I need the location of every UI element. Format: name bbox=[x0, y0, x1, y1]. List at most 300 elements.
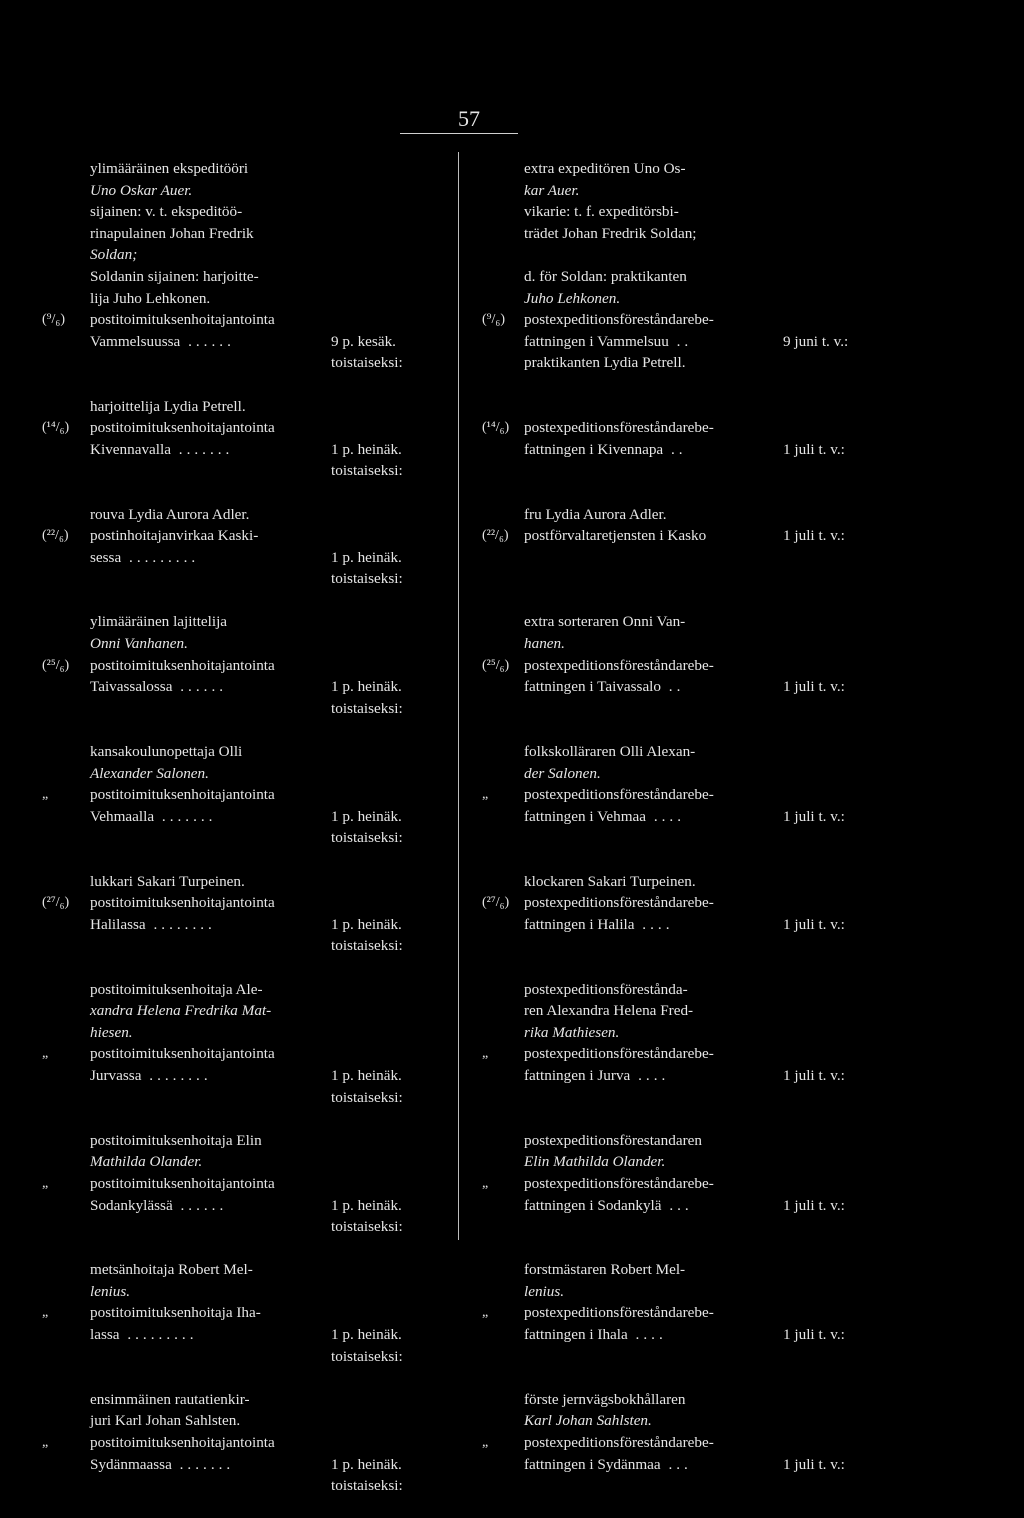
entry-text: lassa ......... bbox=[90, 1326, 198, 1344]
entry-line bbox=[482, 1130, 1012, 1152]
entry-text: ren Alexandra Helena Fred- bbox=[524, 1002, 694, 1020]
entry-line bbox=[42, 288, 462, 310]
entry-line bbox=[482, 288, 1012, 310]
entry-line bbox=[42, 979, 462, 1001]
leader-dots: .... bbox=[630, 1066, 670, 1084]
entry bbox=[42, 1259, 462, 1367]
leader-dots: .... bbox=[634, 915, 674, 933]
entry-text: Soldanin sijainen: harjoitte- bbox=[90, 267, 259, 285]
entry-line bbox=[42, 892, 462, 914]
leader-dots: ......... bbox=[119, 1326, 198, 1344]
entry-line bbox=[42, 352, 462, 374]
entry-line bbox=[482, 1346, 1012, 1368]
entry-line bbox=[482, 1173, 1012, 1195]
entry bbox=[482, 396, 1012, 482]
entry-line bbox=[42, 244, 462, 266]
entry-line bbox=[482, 439, 1012, 461]
entry-line bbox=[42, 504, 462, 526]
effective-date: toistaiseksi: bbox=[331, 570, 403, 588]
entry-line bbox=[42, 676, 462, 698]
entry-line bbox=[42, 309, 462, 331]
entry-gap bbox=[482, 849, 1012, 871]
entry-text: Onni Vanhanen. bbox=[90, 635, 188, 653]
entry-line bbox=[482, 698, 1012, 720]
date-marker: (⁹/₆) bbox=[482, 312, 505, 328]
effective-date: 1 p. heinäk. bbox=[331, 1326, 402, 1344]
entry-text: postexpeditionsföreståndarebe- bbox=[524, 419, 714, 437]
entry-line bbox=[42, 741, 462, 763]
entry-line bbox=[482, 1216, 1012, 1238]
entry-text: Soldan; bbox=[90, 246, 138, 264]
entry-line bbox=[42, 1346, 462, 1368]
date-marker: (¹⁴/₆) bbox=[482, 420, 510, 436]
entry-text: postexpeditionsföreståndarebe- bbox=[524, 311, 714, 329]
entry-text: rika Mathiesen. bbox=[524, 1023, 620, 1041]
entry bbox=[482, 611, 1012, 719]
entry-text: Sydänmaassa ....... bbox=[90, 1455, 235, 1473]
effective-date: toistaiseksi: bbox=[331, 1218, 403, 1236]
entry-line bbox=[482, 676, 1012, 698]
entry-text: fattningen i Vehmaa .... bbox=[524, 807, 686, 825]
entry-line bbox=[482, 331, 1012, 353]
entry-text: sijainen: v. t. ekspeditöö- bbox=[90, 203, 243, 221]
entry-text: Kivennavalla ....... bbox=[90, 440, 234, 458]
entry-text: postitoimituksenhoitaja Elin bbox=[90, 1131, 262, 1149]
date-marker: (⁹/₆) bbox=[42, 312, 65, 328]
entry-line bbox=[42, 1302, 462, 1324]
entry-line bbox=[482, 460, 1012, 482]
entry-line bbox=[482, 417, 1012, 439]
entry bbox=[482, 741, 1012, 849]
entry-line bbox=[42, 417, 462, 439]
entry-line bbox=[482, 935, 1012, 957]
entry-line bbox=[42, 611, 462, 633]
effective-date: 1 p. heinäk. bbox=[331, 915, 402, 933]
entry-line bbox=[482, 396, 1012, 418]
entry-line bbox=[42, 655, 462, 677]
entry-line bbox=[482, 223, 1012, 245]
entry-text: postitoimituksenhoitaja Iha- bbox=[90, 1304, 261, 1322]
entry-text: postexpeditionsföreståndarebe- bbox=[524, 1045, 714, 1063]
entry-text: Karl Johan Sahlsten. bbox=[524, 1412, 652, 1430]
entry-text: Uno Oskar Auer. bbox=[90, 181, 193, 199]
effective-date: 9 p. kesäk. bbox=[331, 332, 396, 350]
entry-text: folkskolläraren Olli Alexan- bbox=[524, 743, 696, 761]
entry-text: klockaren Sakari Turpeinen. bbox=[524, 872, 696, 890]
entry-text: postexpeditionsföreståndarebe- bbox=[524, 894, 714, 912]
entry-text: postitoimituksenhoitajantointa bbox=[90, 419, 275, 437]
entry-line bbox=[482, 1195, 1012, 1217]
effective-date: 1 juli t. v.: bbox=[783, 440, 845, 458]
entry-text: Vehmaalla ....... bbox=[90, 807, 217, 825]
entry-line bbox=[482, 1022, 1012, 1044]
entry bbox=[42, 1389, 462, 1497]
entry-gap bbox=[42, 957, 462, 979]
entry-line bbox=[482, 244, 1012, 266]
entry-text: postförvaltaretjensten i Kasko bbox=[524, 527, 707, 545]
date-marker: „ bbox=[42, 1175, 49, 1191]
entry-line bbox=[482, 1259, 1012, 1281]
entry-line bbox=[42, 1065, 462, 1087]
entry-line bbox=[42, 180, 462, 202]
entry-line bbox=[42, 1000, 462, 1022]
entry bbox=[42, 504, 462, 590]
entry-text: Alexander Salonen. bbox=[90, 764, 209, 782]
entry-text: Taivassalossa ...... bbox=[90, 678, 228, 696]
top-rule bbox=[400, 133, 518, 134]
entry-text: vikarie: t. f. expeditörsbi- bbox=[524, 203, 679, 221]
entry-gap bbox=[482, 374, 1012, 396]
entry-line bbox=[42, 396, 462, 418]
entry-text: kar Auer. bbox=[524, 181, 580, 199]
entry-text: Sodankylässä ...... bbox=[90, 1196, 228, 1214]
entry-gap bbox=[42, 1367, 462, 1389]
entry bbox=[42, 871, 462, 957]
entry-text: Mathilda Olander. bbox=[90, 1153, 203, 1171]
entry-line bbox=[482, 784, 1012, 806]
entry-line bbox=[42, 158, 462, 180]
entry-text: postexpeditionsföreståndarebe- bbox=[524, 1434, 714, 1452]
entry-text: lenius. bbox=[90, 1282, 131, 1300]
effective-date: 1 juli t. v.: bbox=[783, 1326, 845, 1344]
entry-line bbox=[42, 568, 462, 590]
leader-dots: ....... bbox=[170, 440, 234, 458]
entry-line bbox=[482, 611, 1012, 633]
leader-dots: .. bbox=[661, 678, 685, 696]
entry-line bbox=[482, 1432, 1012, 1454]
entry-line bbox=[42, 1216, 462, 1238]
entry-text: fattningen i Taivassalo .. bbox=[524, 678, 685, 696]
entry-gap bbox=[482, 719, 1012, 741]
finnish-column bbox=[42, 158, 462, 1518]
date-marker: „ bbox=[482, 1175, 489, 1191]
entry-line bbox=[482, 525, 1012, 547]
entry-text: harjoittelija Lydia Petrell. bbox=[90, 397, 246, 415]
entry-line bbox=[482, 806, 1012, 828]
date-marker: „ bbox=[42, 1046, 49, 1062]
entry-line bbox=[42, 827, 462, 849]
effective-date: 1 p. heinäk. bbox=[331, 440, 402, 458]
entry-line bbox=[42, 1324, 462, 1346]
entry-line bbox=[482, 1065, 1012, 1087]
entry-gap bbox=[42, 482, 462, 504]
entry-line bbox=[482, 1043, 1012, 1065]
entry-line bbox=[482, 158, 1012, 180]
entry-gap bbox=[42, 1108, 462, 1130]
entry-line bbox=[42, 698, 462, 720]
entry-text: der Salonen. bbox=[524, 764, 601, 782]
effective-date: toistaiseksi: bbox=[331, 937, 403, 955]
entry-line bbox=[42, 1475, 462, 1497]
date-marker: (²⁷/₆) bbox=[482, 895, 510, 911]
effective-date: 1 p. heinäk. bbox=[331, 1196, 402, 1214]
date-marker: (²²/₆) bbox=[482, 528, 509, 544]
entry-line bbox=[482, 1410, 1012, 1432]
entry bbox=[482, 871, 1012, 957]
entry-gap bbox=[482, 1108, 1012, 1130]
entry-line bbox=[42, 460, 462, 482]
entry-line bbox=[42, 266, 462, 288]
entry-gap bbox=[42, 1238, 462, 1260]
entry-line bbox=[42, 1130, 462, 1152]
entry-gap bbox=[42, 590, 462, 612]
entry bbox=[42, 979, 462, 1109]
entry-line bbox=[42, 201, 462, 223]
entry-text: fattningen i Sodankylä ... bbox=[524, 1196, 693, 1214]
entry-gap bbox=[42, 1497, 462, 1518]
entry-line bbox=[482, 741, 1012, 763]
entry-gap bbox=[482, 590, 1012, 612]
effective-date: toistaiseksi: bbox=[331, 1347, 403, 1365]
entry-text: kansakoulunopettaja Olli bbox=[90, 743, 243, 761]
date-marker: „ bbox=[42, 787, 49, 803]
entry-gap bbox=[42, 849, 462, 871]
entry-text: trädet Johan Fredrik Soldan; bbox=[524, 224, 697, 242]
entry bbox=[482, 1259, 1012, 1367]
entry-line bbox=[482, 266, 1012, 288]
entry-line bbox=[482, 1000, 1012, 1022]
date-marker: „ bbox=[482, 1305, 489, 1321]
date-marker: „ bbox=[482, 1435, 489, 1451]
entry-line bbox=[42, 914, 462, 936]
entry-line bbox=[42, 223, 462, 245]
effective-date: 1 juli t. v.: bbox=[783, 678, 845, 696]
entry-line bbox=[482, 633, 1012, 655]
entry-text: fattningen i Vammelsuu .. bbox=[524, 332, 693, 350]
entry-gap bbox=[42, 719, 462, 741]
entry-line bbox=[42, 1173, 462, 1195]
entry-line bbox=[42, 1410, 462, 1432]
effective-date: toistaiseksi: bbox=[331, 354, 403, 372]
leader-dots: ......... bbox=[121, 548, 200, 566]
entry-text: Jurvassa ........ bbox=[90, 1066, 212, 1084]
effective-date: 1 p. heinäk. bbox=[331, 807, 402, 825]
entry-line bbox=[42, 633, 462, 655]
leader-dots: ........ bbox=[145, 915, 216, 933]
entry bbox=[42, 611, 462, 719]
entry-text: postitoimituksenhoitajantointa bbox=[90, 1174, 275, 1192]
entry-text: ylimääräinen ekspeditööri bbox=[90, 160, 249, 177]
leader-dots: ...... bbox=[180, 332, 235, 350]
leader-dots: .... bbox=[646, 807, 686, 825]
entry bbox=[482, 1130, 1012, 1238]
entry-gap bbox=[482, 1238, 1012, 1260]
entry-line bbox=[42, 1087, 462, 1109]
entry-text: metsänhoitaja Robert Mel- bbox=[90, 1261, 253, 1279]
leader-dots: ....... bbox=[154, 807, 217, 825]
entry-gap bbox=[482, 1475, 1012, 1497]
entry-text: hiesen. bbox=[90, 1023, 133, 1041]
entry-text: postexpeditionsförestånda- bbox=[524, 980, 688, 998]
leader-dots: .. bbox=[668, 332, 693, 350]
leader-dots: ....... bbox=[171, 1455, 235, 1473]
leader-dots: .... bbox=[627, 1326, 667, 1344]
entry-line bbox=[482, 655, 1012, 677]
entry-line bbox=[482, 1281, 1012, 1303]
entry-text: postitoimituksenhoitajantointa bbox=[90, 1045, 275, 1063]
entry-line bbox=[42, 871, 462, 893]
entry-text: Halilassa ........ bbox=[90, 915, 216, 933]
date-marker: „ bbox=[482, 1046, 489, 1062]
entry-line bbox=[42, 525, 462, 547]
effective-date: toistaiseksi: bbox=[331, 699, 403, 717]
date-marker: (²⁵/₆) bbox=[482, 657, 510, 673]
date-marker: (²²/₆) bbox=[42, 528, 69, 544]
entry-line bbox=[482, 201, 1012, 223]
entry-text: praktikanten Lydia Petrell. bbox=[524, 354, 686, 372]
entry-line bbox=[42, 784, 462, 806]
entry-text: förste jernvägsbokhållaren bbox=[524, 1390, 686, 1408]
entry-line bbox=[482, 1302, 1012, 1324]
effective-date: 1 juli t. v.: bbox=[783, 1196, 845, 1214]
entry-line bbox=[42, 1281, 462, 1303]
entry-line bbox=[482, 1324, 1012, 1346]
entry-text: postitoimituksenhoitajantointa bbox=[90, 786, 275, 804]
leader-dots: ...... bbox=[172, 678, 228, 696]
entry-text: extra sorteraren Onni Van- bbox=[524, 613, 686, 631]
entry-text: fattningen i Jurva .... bbox=[524, 1066, 670, 1084]
effective-date: 1 p. heinäk. bbox=[331, 1066, 402, 1084]
leader-dots: ........ bbox=[141, 1066, 212, 1084]
entry-text: fattningen i Kivennapa .. bbox=[524, 440, 687, 458]
entry-line bbox=[482, 979, 1012, 1001]
entry-text: postexpeditionsföreståndarebe- bbox=[524, 786, 714, 804]
entry-text: fru Lydia Aurora Adler. bbox=[524, 505, 667, 523]
effective-date: 1 juli t. v.: bbox=[783, 915, 845, 933]
leader-dots: .. bbox=[663, 440, 687, 458]
entry-text: fattningen i Ihala .... bbox=[524, 1326, 667, 1344]
entry-text: fattningen i Sydänmaa ... bbox=[524, 1455, 692, 1473]
entry bbox=[42, 741, 462, 849]
effective-date: toistaiseksi: bbox=[331, 1088, 403, 1106]
entry-text: postitoimituksenhoitaja Ale- bbox=[90, 980, 263, 998]
entry-text: fattningen i Halila .... bbox=[524, 915, 674, 933]
effective-date: 1 juli t. v.: bbox=[783, 1066, 845, 1084]
entry-text: extra expeditören Uno Os- bbox=[524, 160, 686, 177]
effective-date: toistaiseksi: bbox=[331, 1477, 403, 1495]
entry-text: postexpeditionsföreståndarebe- bbox=[524, 1304, 714, 1322]
entry-line bbox=[482, 352, 1012, 374]
entry-line bbox=[42, 1454, 462, 1476]
entry bbox=[482, 158, 1012, 374]
entry-line bbox=[482, 547, 1012, 569]
entry-text: postitoimituksenhoitajantointa bbox=[90, 311, 275, 329]
date-marker: „ bbox=[42, 1435, 49, 1451]
entry bbox=[482, 1389, 1012, 1475]
entry-gap bbox=[482, 1367, 1012, 1389]
entry-text: postitoimituksenhoitajantointa bbox=[90, 1434, 275, 1452]
entry-text: lija Juho Lehkonen. bbox=[90, 289, 211, 307]
entry bbox=[42, 396, 462, 482]
entry-line bbox=[482, 504, 1012, 526]
leader-dots: ... bbox=[661, 1196, 693, 1214]
effective-date: 1 juli t. v.: bbox=[783, 527, 845, 545]
entry-line bbox=[482, 309, 1012, 331]
effective-date: 9 juni t. v.: bbox=[783, 332, 849, 350]
entry-line bbox=[482, 827, 1012, 849]
entry-text: postexpeditionsförestandaren bbox=[524, 1131, 702, 1149]
entry-line bbox=[42, 1043, 462, 1065]
entry-text: xandra Helena Fredrika Mat- bbox=[90, 1002, 272, 1020]
entry-line bbox=[482, 180, 1012, 202]
entry-line bbox=[42, 1022, 462, 1044]
entry-text: sessa ......... bbox=[90, 548, 200, 566]
entry-line bbox=[42, 1195, 462, 1217]
entry-line bbox=[42, 935, 462, 957]
entry-line bbox=[42, 1389, 462, 1411]
effective-date: 1 p. heinäk. bbox=[331, 678, 402, 696]
entry-line bbox=[482, 871, 1012, 893]
entry-text: postinhoitajanvirkaa Kaski- bbox=[90, 527, 259, 545]
entry-line bbox=[42, 1151, 462, 1173]
entry-text: hanen. bbox=[524, 635, 565, 653]
entry-line bbox=[42, 439, 462, 461]
entry-line bbox=[42, 806, 462, 828]
effective-date: 1 juli t. v.: bbox=[783, 807, 845, 825]
effective-date: toistaiseksi: bbox=[331, 829, 403, 847]
entry-text: rinapulainen Johan Fredrik bbox=[90, 224, 254, 242]
entry-line bbox=[482, 1454, 1012, 1476]
entry bbox=[42, 1130, 462, 1238]
entry-text: postexpeditionsföreståndarebe- bbox=[524, 1174, 714, 1192]
entry bbox=[482, 979, 1012, 1109]
entry-gap bbox=[42, 374, 462, 396]
entry-text: ensimmäinen rautatienkir- bbox=[90, 1390, 250, 1408]
date-marker: „ bbox=[42, 1305, 49, 1321]
entry-line bbox=[482, 1087, 1012, 1109]
entry-line bbox=[482, 568, 1012, 590]
date-marker: (¹⁴/₆) bbox=[42, 420, 70, 436]
entry-line bbox=[482, 892, 1012, 914]
entry bbox=[42, 158, 462, 374]
effective-date: 1 p. heinäk. bbox=[331, 548, 402, 566]
entry-text: ylimääräinen lajittelija bbox=[90, 613, 228, 631]
entry-text: lukkari Sakari Turpeinen. bbox=[90, 872, 245, 890]
effective-date: toistaiseksi: bbox=[331, 462, 403, 480]
leader-dots: ... bbox=[660, 1455, 692, 1473]
date-marker: „ bbox=[482, 787, 489, 803]
entry-gap bbox=[482, 957, 1012, 979]
entry bbox=[482, 504, 1012, 590]
entry-text: rouva Lydia Aurora Adler. bbox=[90, 505, 250, 523]
entry-line bbox=[42, 547, 462, 569]
entry-line bbox=[482, 763, 1012, 785]
entry-text: postitoimituksenhoitajantointa bbox=[90, 656, 275, 674]
entry-line bbox=[42, 331, 462, 353]
entry-text: forstmästaren Robert Mel- bbox=[524, 1261, 686, 1279]
entry-text: Vammelsuussa ...... bbox=[90, 332, 235, 350]
swedish-column bbox=[482, 158, 1012, 1497]
date-marker: (²⁵/₆) bbox=[42, 657, 70, 673]
page-number: 57 bbox=[458, 106, 480, 131]
entry-text: postitoimituksenhoitajantointa bbox=[90, 894, 275, 912]
entry-text: Elin Mathilda Olander. bbox=[524, 1153, 666, 1171]
entry-text: postexpeditionsföreståndarebe- bbox=[524, 656, 714, 674]
effective-date: 1 p. heinäk. bbox=[331, 1455, 402, 1473]
entry-text: juri Karl Johan Sahlsten. bbox=[90, 1412, 241, 1430]
entry-gap bbox=[482, 482, 1012, 504]
entry-text: Juho Lehkonen. bbox=[524, 289, 621, 307]
entry-line bbox=[482, 914, 1012, 936]
entry-line bbox=[482, 1151, 1012, 1173]
entry-text: d. för Soldan: praktikanten bbox=[524, 267, 687, 285]
entry-line bbox=[42, 1259, 462, 1281]
leader-dots: ...... bbox=[172, 1196, 228, 1214]
entry-line bbox=[482, 1389, 1012, 1411]
date-marker: (²⁷/₆) bbox=[42, 895, 70, 911]
entry-line bbox=[42, 1432, 462, 1454]
effective-date: 1 juli t. v.: bbox=[783, 1455, 845, 1473]
